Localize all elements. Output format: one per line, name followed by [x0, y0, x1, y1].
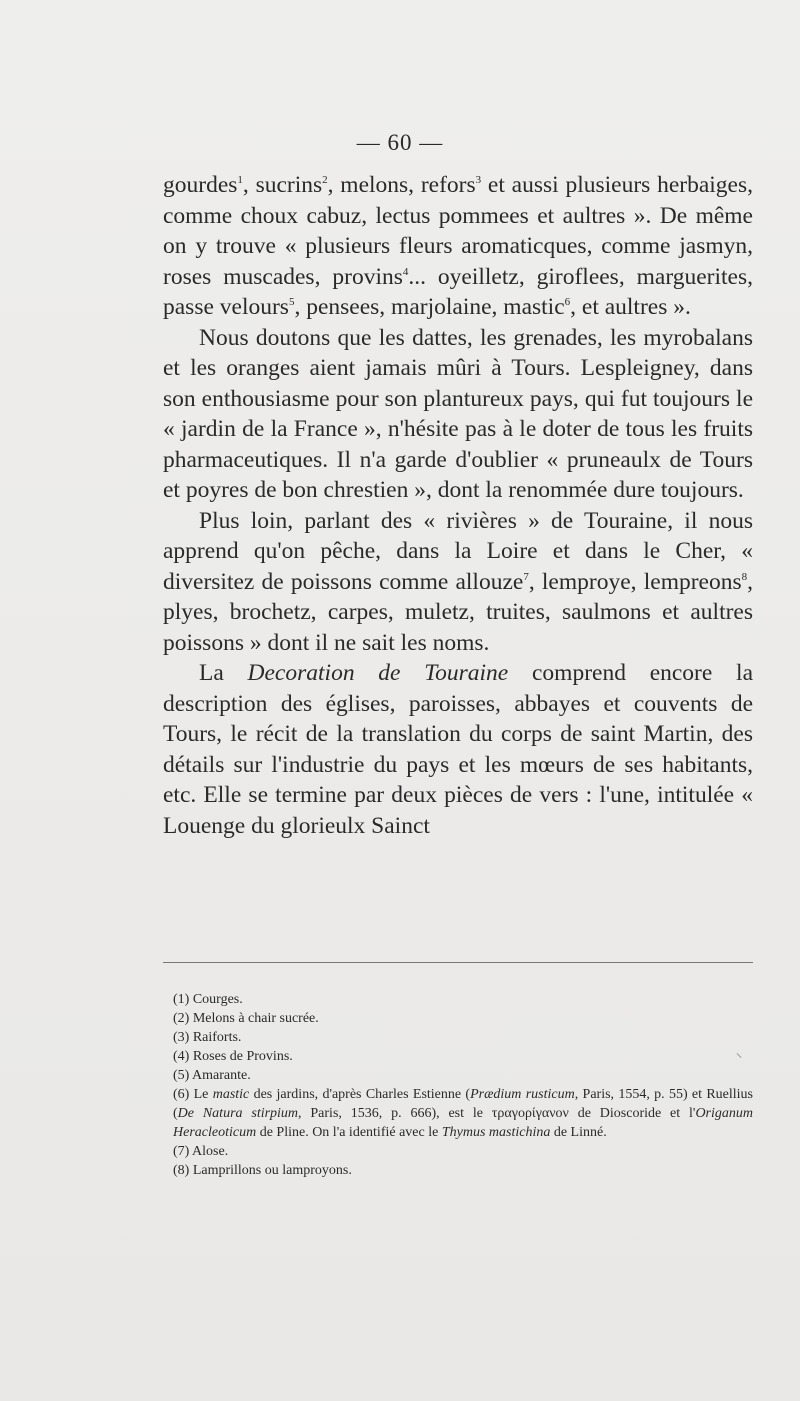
footnote [163, 1142, 753, 1161]
footnote-ref: 8 [741, 570, 748, 583]
text-run: , plyes, brochetz, carpes, muletz, truites, saulmons et aultres poissons » dont il ne sait les noms. [163, 568, 753, 656]
text-run: de Pline. On l'a identifié avec le [256, 1125, 442, 1140]
text-run: Nous doutons que les dattes, les grenades, les myrobalans et les oranges aient jamais mûri à Tours. Lespleigney, dans son enthousiasme pour son plantureux pays, qui fut toujours le « jardin de la France », n'hésite pas à le doter de tous les fruits pharmaceutiques. Il n'a garde d'oublier « pruneaulx de Tours et poyres de bon chrestien », dont la renommée dure toujours. [163, 324, 753, 503]
footnote [163, 1028, 753, 1047]
text-run: ... oyeilletz, giroflees, marguerites, passe velours [163, 263, 753, 320]
footnote-ref: 7 [523, 570, 529, 583]
italic-text: mastic [212, 1087, 250, 1102]
text-run: (6) Le [173, 1087, 213, 1102]
footnote [163, 1047, 753, 1066]
footnote-separator [163, 962, 753, 963]
footnotes [163, 990, 753, 1180]
footnote [163, 1161, 753, 1180]
text-run: , pensees, marjolaine, mastic [294, 294, 565, 320]
footnote-ref: 4 [402, 265, 409, 278]
italic-text: Origanum Heracleoticum [173, 1106, 753, 1140]
text-run: , Paris, 1554, p. 55) et Ruellius ( [173, 1087, 754, 1121]
text-run: des jardins, d'après Charles Estienne ( [249, 1087, 471, 1102]
text-run: et aussi plusieurs herbaiges, comme choux cabuz, lectus pommees et aultres ». De même on y trouve « plusieurs fleurs aromaticques, comme jasmyn, roses muscades, provins [163, 172, 753, 290]
footnote [163, 1066, 753, 1085]
footnote [163, 1085, 753, 1142]
page-number: — 60 — [356, 130, 444, 155]
text-run: , lemproye, lempreons [528, 568, 742, 595]
italic-text: Thymus mastichina [441, 1125, 551, 1140]
paragraph [163, 170, 753, 323]
italic-text: Prædium rusticum [470, 1087, 575, 1102]
footnote-ref: 3 [475, 174, 482, 187]
footnote-ref: 1 [237, 174, 243, 187]
text-run: , et aultres ». [570, 294, 691, 320]
body-text [163, 170, 753, 841]
text-run: (7) Alose. [173, 1144, 229, 1159]
text-run: (2) Melons à chair sucrée. [173, 1011, 319, 1026]
footnote-ref: 6 [564, 296, 571, 309]
text-run: (3) Raiforts. [173, 1030, 242, 1045]
text-run: , sucrins [242, 172, 323, 198]
text-run: de Linné. [550, 1125, 607, 1140]
text-run: , Paris, 1536, p. 666), est le τραγορίγανον de Dioscoride et l' [298, 1106, 696, 1121]
footnote-ref: 5 [288, 296, 295, 309]
paragraph [163, 658, 753, 841]
text-run: , melons, refors [327, 172, 476, 198]
text-run: (5) Amarante. [173, 1068, 251, 1083]
footnote [163, 1009, 753, 1028]
footnote-ref: 2 [322, 174, 328, 187]
text-run: (8) Lamprillons ou lamproyons. [173, 1163, 352, 1178]
italic-text: Decoration de Touraine [247, 660, 509, 686]
paragraph [163, 323, 753, 506]
italic-text: De Natura stirpium [177, 1106, 299, 1121]
text-run: (1) Courges. [173, 992, 243, 1007]
footnote [163, 990, 753, 1009]
text-run: Plus loin, parlant des « rivières » de Touraine, il nous apprend qu'on pêche, dans la Loire et dans le Cher, « diversitez de poissons comme allouze [163, 507, 753, 595]
paragraph [163, 506, 753, 659]
text-run: (4) Roses de Provins. [173, 1049, 293, 1064]
text-run: comprend encore la description des églises, paroisses, abbayes et couvents de Tours, le récit de la translation du corps de saint Martin, des détails sur l'industrie du pays et les mœurs de ses habitants, etc. Elle se termine par deux pièces de vers : l'une, intitulée « Louenge du glorieulx Sainct [163, 660, 754, 839]
text-run: gourdes [163, 172, 238, 198]
text-run: La [199, 660, 248, 686]
